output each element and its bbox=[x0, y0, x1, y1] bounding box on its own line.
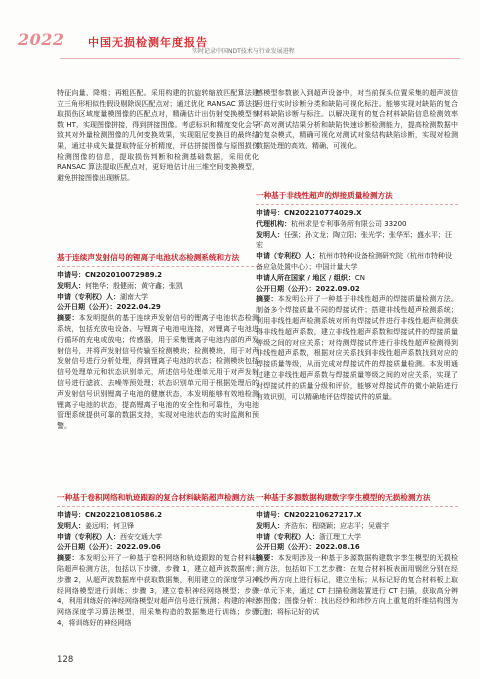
applicant-field: 申请（专利权）人：西安交通大学 bbox=[57, 532, 162, 541]
inventors-field: 发明人：齐浩东；程晓颖；应志平；吴震宇 bbox=[256, 521, 389, 530]
left-column bbox=[57, 88, 259, 246]
patent-entry-4 bbox=[256, 492, 458, 629]
app-no-field: 申请号：CN202210627217.X bbox=[256, 511, 362, 519]
title-rule bbox=[256, 204, 458, 205]
page-header bbox=[0, 0, 480, 60]
app-no-field: 申请号：CN202210774029.X bbox=[256, 209, 362, 217]
abstract-field: 摘要：本发明公开了一种基于非线性超声的焊接质量检测方法。制备多个焊接质量不同的焊接试件；搭建非线性超声检测系统；利用非线性超声检测系统对所有焊接试件进行非线性超声检测获得非线性超声系数，建立非线性超声系数和焊接试件的焊接质量等级之间的对应关系；对待测焊接试件进行非线性超声检测得到非线性超声系数，根据对应关系找到非线性超声系数找到对应的焊接质量等级，从而完成对焊接试件的焊接质量检测。本发明通过建立非线性超声系数与焊接质量等级之间的对应关系，实现了对焊接试件的质量分级和评价，能够对焊接试件的微小缺陷进行有效识别，可以精确地评估焊接试件的质量。 bbox=[256, 295, 459, 401]
report-year: 2022 bbox=[18, 30, 65, 49]
patent-entry-3 bbox=[256, 190, 458, 474]
app-no-field: 申请号：CN202210810586.2 bbox=[57, 511, 162, 519]
pub-date-field: 公开日期（公开）：2022.09.02 bbox=[256, 284, 360, 293]
report-title: 中国无损检测年度报告 bbox=[88, 36, 208, 49]
left-intro-text: 特征向量、降维；再粗匹配。采用构建的抗旋转缩放匹配算法建立三角形相似性假设剔除误匹配点对；通过优化 RANSAC 算法提取损伤区域度量模图像的匹配点对，精确估计出仿射变换模型参数 HT，实现图像拼接，得到拼接图像。考虑标识和精度变化会导致其对外量检测图像的几何变换效果，实现阻尼变换目的最终结果，通过非成矢量提取特征分析精度，评估拼接图像与原图损伤检测图像的信息，提取损伤判断和检测基础数据，采用优化 RANSAC 算法提取匹配点对，更好地估计出三维空间变换模型，避免拼接图像出现断层。 bbox=[57, 89, 259, 182]
pub-date-field: 公开日期（公开）：2022.04.29 bbox=[57, 303, 161, 312]
header-divider bbox=[60, 58, 460, 59]
pub-date-field: 公开日期（公开）：2022.08.16 bbox=[256, 543, 360, 552]
inventors-field: 发明人：任强；孙文龙；陶立阳；张光学；张华军；盛水平；汪宏 bbox=[256, 230, 452, 250]
applicant-field: 申请（专利权）人：杭州市特种设备检测研究院（杭州市特种设备应急处置中心）；中国计量大学 bbox=[256, 252, 452, 271]
right-column bbox=[256, 88, 458, 182]
right-intro-text: 感模型参数嵌入到超声设备中，对当前探头位置采集的超声波信号进行实时诊断分类和缺陷可视化标注。能够实现对缺陷的复合材料缺陷诊断与标注。以解决现有的复合材料缺陷信息检测效率不高对测试结果分析和缺陷快速诊断检测能力，提高检测数据中的复杂模式，精确可视化对测试对象结构缺陷诊断，实现对检测数据处理的高效、精确、可视化。 bbox=[256, 89, 458, 150]
pub-date-field: 公开日期（公开）：2022.09.06 bbox=[57, 543, 161, 552]
abstract-field: 摘要：本发明提供的基于连续声发射信号的锂离子电池状态检测系统，包括充放电设备、与锂离子电池电连接，对锂离子电池进行循环的充电或放电；传感器，用于采集锂离子电池内部的声发射信号，并将声发射信号传输至检测模块；检测模块，用于对声发射信号进行分析处理，得到锂离子电池的状态；检测模块包括信号处理单元和状态识别单元，所述信号处理单元用于对声发射信号进行滤波、去噪等预处理；状态识别单元用于根据处理后的声发射信号识别锂离子电池的健康状态，本发明能够有效地检测锂离子电池的状态，提高锂离子电池的安全性和可靠性，为电池管理系统提供可靠的数据支持，实现对电池状态的实时监测和预警。 bbox=[57, 314, 260, 431]
patent-title: 基于连续声发射信号的锂离子电池状态检测系统和方法 bbox=[57, 253, 240, 262]
title-rule bbox=[57, 506, 259, 507]
title-rule bbox=[57, 266, 259, 267]
report-subtitle: 实时记录中国NDT技术与行业发展进程 bbox=[192, 48, 295, 55]
inventors-field: 发明人：姜远明；何卫锋 bbox=[57, 521, 134, 530]
patent-entry-2 bbox=[57, 492, 260, 627]
patent-title: 一种基于非线性超声的焊接质量检测方法 bbox=[256, 191, 393, 200]
region-field: 申请人所在国家 / 地区 / 组织：CN bbox=[256, 273, 365, 282]
page-number: 128 bbox=[57, 655, 74, 665]
abstract-field: 摘要：本发明公开了一种基于卷积网络和轨迹跟踪的复合材料缺陷超声检测方法，包括以下步骤，步骤 1，建立超声波数据库；步骤 2，从超声波数据库中获取数据集，利用建立的深度学习神经网络模型进行训练；步骤 3，建立卷积神经网络模型；步骤 4，利用训练好的神经网络模型对超声信号进行预测；构建的神经网络深度学习算法模型，用采集构造的数据集进行训练；步骤 4，将训练好的神经网络 bbox=[57, 554, 260, 627]
patent-title: 一种基于多源数据构建数字孪生模型的无损检测方法 bbox=[256, 493, 431, 502]
patent-entry-1 bbox=[57, 252, 259, 453]
inventors-field: 发明人：何艳华；殷健雨；黄守鑫；张凯 bbox=[57, 281, 183, 290]
title-rule bbox=[256, 506, 458, 507]
app-no-field: 申请号：CN202010072989.2 bbox=[57, 271, 162, 279]
agency-field: 代理机构：杭州求是专利事务所有限公司 33200 bbox=[256, 219, 407, 228]
abstract-field: 摘要：本发明涉及一种基于多源数据构建数字孪生模型的无损检测方法，包括如下工艺步骤：在复合材料板表面用钢丝分别在经线纱两方向上进行标记，建立坐标；从标记好的复合材料板上取一单元下来，通过 CT 扫描检测装置进行 CT 扫描，获取高分辨率图像；图像分析：找出经纱和纬纱方向上重复的纤维结构图为元胞；将标记好的试 bbox=[256, 554, 459, 617]
patent-title: 一种基于卷积网络和轨迹跟踪的复合材料缺陷超声检测方法 bbox=[57, 493, 255, 502]
applicant-field: 申请（专利权）人：浙江理工大学 bbox=[256, 532, 361, 541]
applicant-field: 申请（专利权）人：湖南大学 bbox=[57, 292, 148, 301]
